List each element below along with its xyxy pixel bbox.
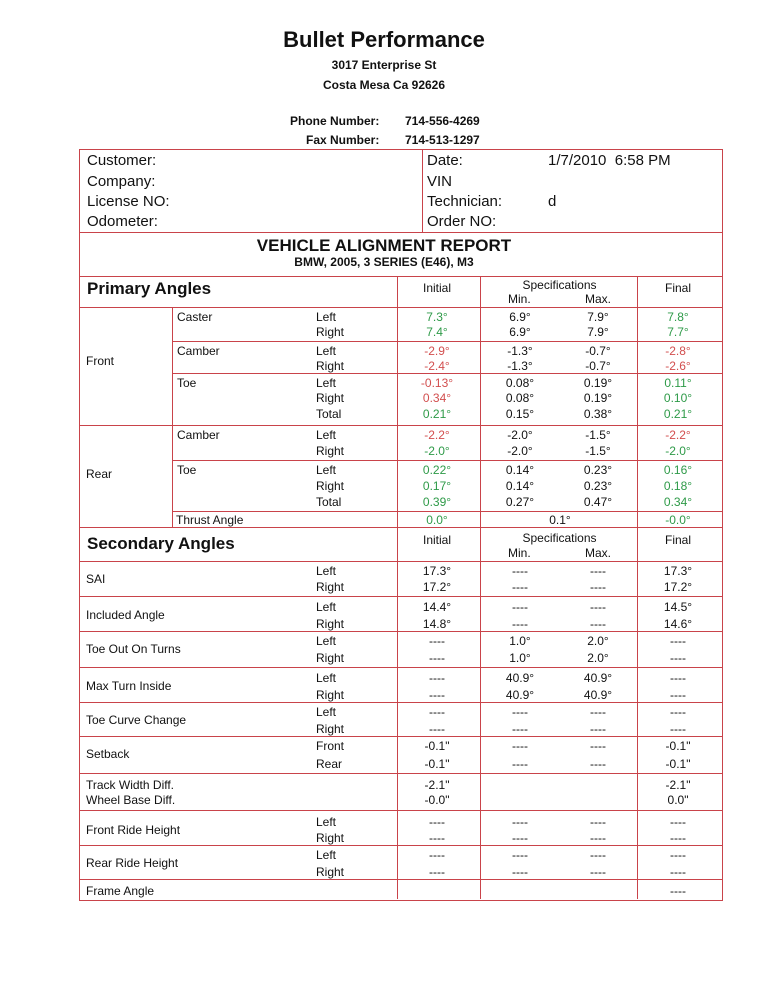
secondary-side-label: Left bbox=[316, 671, 337, 685]
secondary-group-rule bbox=[79, 810, 722, 811]
primary-angle-label: Toe bbox=[177, 376, 197, 390]
col-line-angle bbox=[172, 307, 173, 527]
secondary-row-label: SAI bbox=[86, 572, 106, 586]
primary-initial-value: -2.9° bbox=[424, 344, 450, 358]
secondary-max-value: ---- bbox=[590, 722, 606, 736]
front-rear-rule bbox=[79, 425, 722, 426]
secondary-final-value: 17.2° bbox=[663, 580, 693, 594]
primary-side-label: Total bbox=[316, 495, 342, 509]
primary-heading: Primary Angles bbox=[87, 279, 212, 298]
primary-group-rule bbox=[172, 373, 722, 374]
primary-initial-value: 7.3° bbox=[426, 310, 448, 324]
secondary-max-value: 40.9° bbox=[583, 688, 613, 702]
secondary-final-value: ---- bbox=[670, 705, 686, 719]
secondary-side-label: Right bbox=[316, 617, 345, 631]
primary-min-value: 0.15° bbox=[505, 407, 535, 421]
primary-side-label: Right bbox=[316, 325, 345, 339]
primary-group-rule bbox=[172, 341, 722, 342]
secondary-side-label: Front bbox=[316, 739, 345, 753]
primary-min-value: -1.3° bbox=[507, 359, 533, 373]
secondary-side-label: Right bbox=[316, 688, 345, 702]
primary-min-value: 6.9° bbox=[509, 325, 531, 339]
secondary-initial-value: ---- bbox=[429, 815, 445, 829]
secondary-initial-value: -0.1" bbox=[424, 739, 450, 753]
secondary-min-value: ---- bbox=[512, 831, 528, 845]
col-line-final bbox=[637, 276, 638, 899]
primary-max-value: 0.19° bbox=[583, 391, 613, 405]
primary-max-value: 0.19° bbox=[583, 376, 613, 390]
secondary-initial-value: ---- bbox=[429, 865, 445, 879]
secondary-col-max: Max. bbox=[585, 546, 612, 560]
secondary-group-rule bbox=[79, 773, 722, 774]
secondary-final-value: ---- bbox=[670, 651, 686, 665]
secondary-side-label: Right bbox=[316, 580, 345, 594]
order-label: Order NO: bbox=[427, 213, 497, 230]
secondary-top-rule bbox=[79, 527, 722, 528]
company-label: Company: bbox=[87, 173, 156, 190]
primary-min-value: 0.27° bbox=[505, 495, 535, 509]
secondary-final-value: 14.6° bbox=[663, 617, 693, 631]
primary-initial-value: -0.13° bbox=[420, 376, 454, 390]
secondary-side-label: Left bbox=[316, 705, 337, 719]
primary-max-value: 7.9° bbox=[587, 325, 609, 339]
primary-side-label: Left bbox=[316, 376, 337, 390]
date-label: Date: bbox=[427, 152, 463, 169]
secondary-row-label: Rear Ride Height bbox=[86, 856, 179, 870]
primary-max-value: -1.5° bbox=[585, 428, 611, 442]
primary-final-value: 0.16° bbox=[663, 463, 693, 477]
secondary-row-label: Included Angle bbox=[86, 608, 165, 622]
secondary-max-value: ---- bbox=[590, 617, 606, 631]
secondary-initial-value: ---- bbox=[429, 831, 445, 845]
secondary-final-value: ---- bbox=[670, 688, 686, 702]
primary-angle-label: Toe bbox=[177, 463, 197, 477]
customer-label: Customer: bbox=[87, 152, 157, 169]
primary-max-value: 0.38° bbox=[583, 407, 613, 421]
primary-max-value: 7.9° bbox=[587, 310, 609, 324]
secondary-heading: Secondary Angles bbox=[87, 534, 235, 553]
primary-initial-value: 0.39° bbox=[422, 495, 452, 509]
fax-label: Fax Number: bbox=[306, 133, 380, 147]
primary-initial-value: -2.0° bbox=[424, 444, 450, 458]
primary-side-label: Right bbox=[316, 359, 345, 373]
primary-final-value: -2.0° bbox=[665, 444, 691, 458]
secondary-side-label: Rear bbox=[316, 757, 343, 771]
col-line-initial bbox=[397, 276, 398, 899]
primary-side-label: Total bbox=[316, 407, 342, 421]
secondary-group-rule bbox=[79, 631, 722, 632]
secondary-col-specs: Specifications bbox=[522, 531, 597, 545]
license-label: License NO: bbox=[87, 193, 170, 210]
secondary-group-rule bbox=[79, 845, 722, 846]
secondary-max-value: ---- bbox=[590, 831, 606, 845]
secondary-group-rule bbox=[79, 667, 722, 668]
primary-header-rule bbox=[79, 307, 722, 308]
secondary-min-value: ---- bbox=[512, 739, 528, 753]
company-name: Bullet Performance bbox=[283, 27, 485, 52]
primary-min-value: -2.0° bbox=[507, 428, 533, 442]
secondary-initial-value: 14.4° bbox=[422, 600, 452, 614]
primary-side-label: Left bbox=[316, 463, 337, 477]
secondary-side-label: Right bbox=[316, 865, 345, 879]
secondary-initial-value: ---- bbox=[429, 688, 445, 702]
secondary-min-value: 40.9° bbox=[505, 688, 535, 702]
secondary-final-value: ---- bbox=[670, 815, 686, 829]
secondary-initial-value: 17.3° bbox=[422, 564, 452, 578]
address-line-2: Costa Mesa Ca 92626 bbox=[322, 78, 446, 92]
secondary-min-value: ---- bbox=[512, 757, 528, 771]
secondary-final-value: -0.1" bbox=[665, 739, 691, 753]
secondary-header-rule bbox=[79, 561, 722, 562]
secondary-side-label: Right bbox=[316, 651, 345, 665]
secondary-group-rule bbox=[79, 596, 722, 597]
primary-initial-value: 0.34° bbox=[422, 391, 452, 405]
secondary-min-value: ---- bbox=[512, 580, 528, 594]
secondary-initial-value: -0.1" bbox=[424, 757, 450, 771]
primary-max-value: 0.47° bbox=[583, 495, 613, 509]
primary-side-label: Left bbox=[316, 428, 337, 442]
secondary-min-value: ---- bbox=[512, 600, 528, 614]
primary-initial-value: -2.2° bbox=[424, 428, 450, 442]
primary-angle-label: Caster bbox=[177, 310, 213, 324]
odometer-label: Odometer: bbox=[87, 213, 158, 230]
thrust-initial: 0.0° bbox=[426, 513, 448, 527]
secondary-max-value: ---- bbox=[590, 757, 606, 771]
secondary-group-rule bbox=[79, 736, 722, 737]
secondary-min-value: ---- bbox=[512, 815, 528, 829]
secondary-min-value: 1.0° bbox=[509, 634, 531, 648]
secondary-max-value: ---- bbox=[590, 564, 606, 578]
primary-angle-label: Camber bbox=[177, 428, 220, 442]
secondary-max-value: ---- bbox=[590, 739, 606, 753]
secondary-initial-value: ---- bbox=[429, 722, 445, 736]
secondary-side-label: Right bbox=[316, 722, 345, 736]
secondary-group-rule bbox=[79, 702, 722, 703]
secondary-side-label: Left bbox=[316, 600, 337, 614]
primary-min-value: 6.9° bbox=[509, 310, 531, 324]
primary-max-value: 0.23° bbox=[583, 479, 613, 493]
primary-final-value: -2.8° bbox=[665, 344, 691, 358]
secondary-initial-value: 14.8° bbox=[422, 617, 452, 631]
primary-side-label: Right bbox=[316, 391, 345, 405]
secondary-min-value: ---- bbox=[512, 617, 528, 631]
secondary-col-initial: Initial bbox=[422, 533, 451, 547]
primary-col-final: Final bbox=[664, 281, 691, 295]
secondary-initial-value: ---- bbox=[429, 671, 445, 685]
primary-max-value: -0.7° bbox=[585, 359, 611, 373]
address-line-1: 3017 Enterprise St bbox=[331, 58, 437, 72]
primary-final-value: 0.34° bbox=[663, 495, 693, 509]
secondary-row-label: Frame Angle bbox=[86, 884, 155, 898]
primary-min-value: -1.3° bbox=[507, 344, 533, 358]
secondary-final-value: 0.0" bbox=[667, 793, 689, 807]
info-bottom-rule bbox=[79, 232, 722, 233]
secondary-max-value: ---- bbox=[590, 848, 606, 862]
primary-col-specs: Specifications bbox=[522, 278, 597, 292]
secondary-col-final: Final bbox=[664, 533, 691, 547]
primary-final-value: 0.18° bbox=[663, 479, 693, 493]
date-value: 1/7/2010 6:58 PM bbox=[548, 152, 671, 169]
technician-value: d bbox=[548, 193, 557, 210]
primary-initial-value: 0.17° bbox=[422, 479, 452, 493]
secondary-side-label: Left bbox=[316, 848, 337, 862]
secondary-final-value: ---- bbox=[670, 634, 686, 648]
primary-final-value: -2.6° bbox=[665, 359, 691, 373]
secondary-initial-value: -0.0" bbox=[424, 793, 450, 807]
secondary-initial-value: ---- bbox=[429, 651, 445, 665]
vin-label: VIN bbox=[427, 173, 453, 190]
secondary-row-label: Front Ride Height bbox=[86, 823, 181, 837]
info-divider bbox=[422, 150, 423, 232]
secondary-row-label: Max Turn Inside bbox=[86, 679, 172, 693]
primary-side-label: Right bbox=[316, 444, 345, 458]
primary-initial-value: 7.4° bbox=[426, 325, 448, 339]
secondary-row-label: Track Width Diff. bbox=[86, 778, 175, 792]
secondary-max-value: ---- bbox=[590, 705, 606, 719]
secondary-max-value: 2.0° bbox=[587, 634, 609, 648]
secondary-final-value: ---- bbox=[670, 831, 686, 845]
primary-final-value: 7.8° bbox=[667, 310, 689, 324]
primary-group-rule bbox=[172, 460, 722, 461]
secondary-min-value: 40.9° bbox=[505, 671, 535, 685]
primary-col-initial: Initial bbox=[422, 281, 451, 295]
primary-final-value: 0.10° bbox=[663, 391, 693, 405]
primary-min-value: 0.14° bbox=[505, 463, 535, 477]
phone-number: 714-556-4269 bbox=[405, 114, 480, 128]
secondary-final-value: ---- bbox=[670, 722, 686, 736]
primary-min-value: 0.14° bbox=[505, 479, 535, 493]
thrust-rule bbox=[172, 511, 722, 512]
secondary-final-value: 17.3° bbox=[663, 564, 693, 578]
secondary-initial-value: ---- bbox=[429, 705, 445, 719]
primary-final-value: 0.11° bbox=[664, 376, 692, 390]
secondary-row-label: Toe Curve Change bbox=[86, 713, 187, 727]
secondary-initial-value: -2.1" bbox=[424, 778, 450, 792]
primary-side-label: Left bbox=[316, 310, 337, 324]
secondary-final-value: -2.1" bbox=[665, 778, 691, 792]
secondary-final-value: ---- bbox=[670, 671, 686, 685]
secondary-side-label: Left bbox=[316, 564, 337, 578]
primary-initial-value: 0.22° bbox=[422, 463, 452, 477]
secondary-max-value: ---- bbox=[590, 580, 606, 594]
report-title: VEHICLE ALIGNMENT REPORT bbox=[256, 236, 512, 255]
secondary-min-value: ---- bbox=[512, 564, 528, 578]
primary-col-min: Min. bbox=[508, 292, 531, 306]
fax-number: 714-513-1297 bbox=[405, 133, 480, 147]
primary-angle-label: Camber bbox=[177, 344, 220, 358]
secondary-side-label: Left bbox=[316, 634, 337, 648]
primary-max-value: -0.7° bbox=[585, 344, 611, 358]
secondary-side-label: Left bbox=[316, 815, 337, 829]
secondary-min-value: 1.0° bbox=[509, 651, 531, 665]
secondary-min-value: ---- bbox=[512, 865, 528, 879]
primary-initial-value: 0.21° bbox=[422, 407, 452, 421]
phone-label: Phone Number: bbox=[290, 114, 380, 128]
secondary-initial-value: ---- bbox=[429, 848, 445, 862]
primary-max-value: -1.5° bbox=[585, 444, 611, 458]
col-line-specs bbox=[480, 276, 481, 899]
secondary-max-value: 2.0° bbox=[587, 651, 609, 665]
secondary-row-label: Wheel Base Diff. bbox=[86, 793, 176, 807]
primary-initial-value: -2.4° bbox=[424, 359, 450, 373]
secondary-final-value: 14.5° bbox=[663, 600, 693, 614]
secondary-max-value: ---- bbox=[590, 600, 606, 614]
primary-min-value: -2.0° bbox=[507, 444, 533, 458]
secondary-final-value: ---- bbox=[670, 848, 686, 862]
primary-final-value: -2.2° bbox=[665, 428, 691, 442]
secondary-final-value: ---- bbox=[670, 884, 686, 898]
primary-side-label: Left bbox=[316, 344, 337, 358]
thrust-final: -0.0° bbox=[665, 513, 691, 527]
technician-label: Technician: bbox=[427, 193, 503, 210]
secondary-final-value: ---- bbox=[670, 865, 686, 879]
secondary-min-value: ---- bbox=[512, 848, 528, 862]
secondary-max-value: 40.9° bbox=[583, 671, 613, 685]
primary-top-rule bbox=[79, 276, 722, 277]
secondary-max-value: ---- bbox=[590, 865, 606, 879]
primary-max-value: 0.23° bbox=[583, 463, 613, 477]
thrust-angle-label: Thrust Angle bbox=[176, 513, 244, 527]
primary-side-label: Right bbox=[316, 479, 345, 493]
primary-col-max: Max. bbox=[585, 292, 612, 306]
rear-group-label: Rear bbox=[86, 467, 113, 481]
primary-final-value: 7.7° bbox=[667, 325, 689, 339]
secondary-initial-value: ---- bbox=[429, 634, 445, 648]
secondary-row-label: Setback bbox=[86, 747, 130, 761]
secondary-initial-value: 17.2° bbox=[422, 580, 452, 594]
secondary-final-value: -0.1" bbox=[665, 757, 691, 771]
primary-final-value: 0.21° bbox=[663, 407, 693, 421]
secondary-group-rule bbox=[79, 879, 722, 880]
vehicle-description: BMW, 2005, 3 SERIES (E46), M3 bbox=[294, 255, 474, 269]
secondary-row-label: Toe Out On Turns bbox=[86, 642, 181, 656]
primary-min-value: 0.08° bbox=[505, 376, 535, 390]
secondary-min-value: ---- bbox=[512, 722, 528, 736]
front-group-label: Front bbox=[86, 354, 115, 368]
secondary-col-min: Min. bbox=[508, 546, 531, 560]
secondary-side-label: Right bbox=[316, 831, 345, 845]
secondary-min-value: ---- bbox=[512, 705, 528, 719]
secondary-max-value: ---- bbox=[590, 815, 606, 829]
thrust-spec: 0.1° bbox=[549, 513, 571, 527]
primary-min-value: 0.08° bbox=[505, 391, 535, 405]
